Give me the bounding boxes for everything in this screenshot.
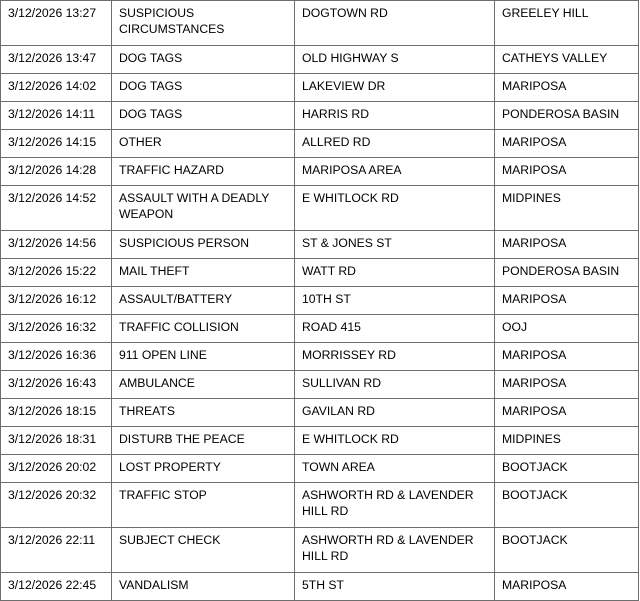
cell-incident-type: SUSPICIOUS PERSON [112, 231, 295, 259]
cell-location: ROAD 415 [295, 315, 495, 343]
cell-date-time: 3/12/2026 16:43 [1, 371, 112, 399]
table-row [1, 455, 639, 483]
cell-city: PONDEROSA BASIN [495, 259, 639, 287]
table-row [1, 186, 639, 231]
table-row [1, 343, 639, 371]
cell-city: GREELEY HILL [495, 1, 639, 46]
cell-date-time: 3/12/2026 22:11 [1, 528, 112, 573]
cell-incident-type: TRAFFIC COLLISION [112, 315, 295, 343]
table-row [1, 371, 639, 399]
table-row [1, 259, 639, 287]
cell-incident-type: DOG TAGS [112, 74, 295, 102]
cell-date-time: 3/12/2026 16:36 [1, 343, 112, 371]
table-row [1, 399, 639, 427]
cell-incident-type: DOG TAGS [112, 46, 295, 74]
cell-date-time: 3/12/2026 16:12 [1, 287, 112, 315]
table-row [1, 74, 639, 102]
cell-city: MIDPINES [495, 186, 639, 231]
cell-incident-type: SUBJECT CHECK [112, 528, 295, 573]
cell-incident-type: SUSPICIOUS CIRCUMSTANCES [112, 1, 295, 46]
cell-location: HARRIS RD [295, 102, 495, 130]
cell-incident-type: 911 OPEN LINE [112, 343, 295, 371]
table-row [1, 528, 639, 573]
cell-location: OLD HIGHWAY S [295, 46, 495, 74]
table-row [1, 46, 639, 74]
cell-incident-type: TRAFFIC STOP [112, 483, 295, 528]
cell-date-time: 3/12/2026 14:15 [1, 130, 112, 158]
cell-location: SULLIVAN RD [295, 371, 495, 399]
cell-incident-type: ASSAULT WITH A DEADLY WEAPON [112, 186, 295, 231]
cell-incident-type: OTHER [112, 130, 295, 158]
cell-location: ALLRED RD [295, 130, 495, 158]
cell-location: GAVILAN RD [295, 399, 495, 427]
cell-city: PONDEROSA BASIN [495, 102, 639, 130]
cell-city: MARIPOSA [495, 130, 639, 158]
cell-city: MARIPOSA [495, 158, 639, 186]
cell-location: TOWN AREA [295, 455, 495, 483]
cell-incident-type: LOST PROPERTY [112, 455, 295, 483]
table-row [1, 158, 639, 186]
activity-log-body [1, 1, 639, 601]
cell-city: CATHEYS VALLEY [495, 46, 639, 74]
table-row [1, 483, 639, 528]
cell-city: BOOTJACK [495, 528, 639, 573]
cell-incident-type: DOG TAGS [112, 102, 295, 130]
cell-date-time: 3/12/2026 18:15 [1, 399, 112, 427]
cell-incident-type: THREATS [112, 399, 295, 427]
cell-date-time: 3/12/2026 13:27 [1, 1, 112, 46]
cell-date-time: 3/12/2026 14:11 [1, 102, 112, 130]
cell-location: E WHITLOCK RD [295, 186, 495, 231]
cell-city: MARIPOSA [495, 371, 639, 399]
cell-location: 5TH ST [295, 573, 495, 601]
table-row [1, 102, 639, 130]
cell-city: OOJ [495, 315, 639, 343]
cell-incident-type: TRAFFIC HAZARD [112, 158, 295, 186]
cell-date-time: 3/12/2026 18:31 [1, 427, 112, 455]
table-row [1, 130, 639, 158]
table-row [1, 287, 639, 315]
cell-city: MIDPINES [495, 427, 639, 455]
cell-city: BOOTJACK [495, 455, 639, 483]
table-row [1, 315, 639, 343]
cell-location: E WHITLOCK RD [295, 427, 495, 455]
cell-date-time: 3/12/2026 16:32 [1, 315, 112, 343]
cell-location: ST & JONES ST [295, 231, 495, 259]
table-row [1, 427, 639, 455]
cell-location: 10TH ST [295, 287, 495, 315]
cell-date-time: 3/12/2026 13:47 [1, 46, 112, 74]
cell-location: WATT RD [295, 259, 495, 287]
cell-incident-type: MAIL THEFT [112, 259, 295, 287]
cell-location: DOGTOWN RD [295, 1, 495, 46]
cell-incident-type: DISTURB THE PEACE [112, 427, 295, 455]
cell-incident-type: ASSAULT/BATTERY [112, 287, 295, 315]
cell-city: MARIPOSA [495, 573, 639, 601]
cell-incident-type: VANDALISM [112, 573, 295, 601]
cell-city: MARIPOSA [495, 231, 639, 259]
table-row [1, 1, 639, 46]
cell-location: ASHWORTH RD & LAVENDER HILL RD [295, 483, 495, 528]
cell-date-time: 3/12/2026 14:28 [1, 158, 112, 186]
cell-date-time: 3/12/2026 22:45 [1, 573, 112, 601]
cell-date-time: 3/12/2026 20:02 [1, 455, 112, 483]
cell-location: LAKEVIEW DR [295, 74, 495, 102]
table-row [1, 231, 639, 259]
cell-city: MARIPOSA [495, 74, 639, 102]
cell-date-time: 3/12/2026 15:22 [1, 259, 112, 287]
cell-date-time: 3/12/2026 14:56 [1, 231, 112, 259]
cell-city: BOOTJACK [495, 483, 639, 528]
cell-city: MARIPOSA [495, 287, 639, 315]
cell-location: ASHWORTH RD & LAVENDER HILL RD [295, 528, 495, 573]
cell-date-time: 3/12/2026 14:02 [1, 74, 112, 102]
cell-location: MORRISSEY RD [295, 343, 495, 371]
cell-location: MARIPOSA AREA [295, 158, 495, 186]
table-row [1, 573, 639, 601]
cell-date-time: 3/12/2026 20:32 [1, 483, 112, 528]
cell-date-time: 3/12/2026 14:52 [1, 186, 112, 231]
cell-city: MARIPOSA [495, 399, 639, 427]
cell-city: MARIPOSA [495, 343, 639, 371]
cell-incident-type: AMBULANCE [112, 371, 295, 399]
